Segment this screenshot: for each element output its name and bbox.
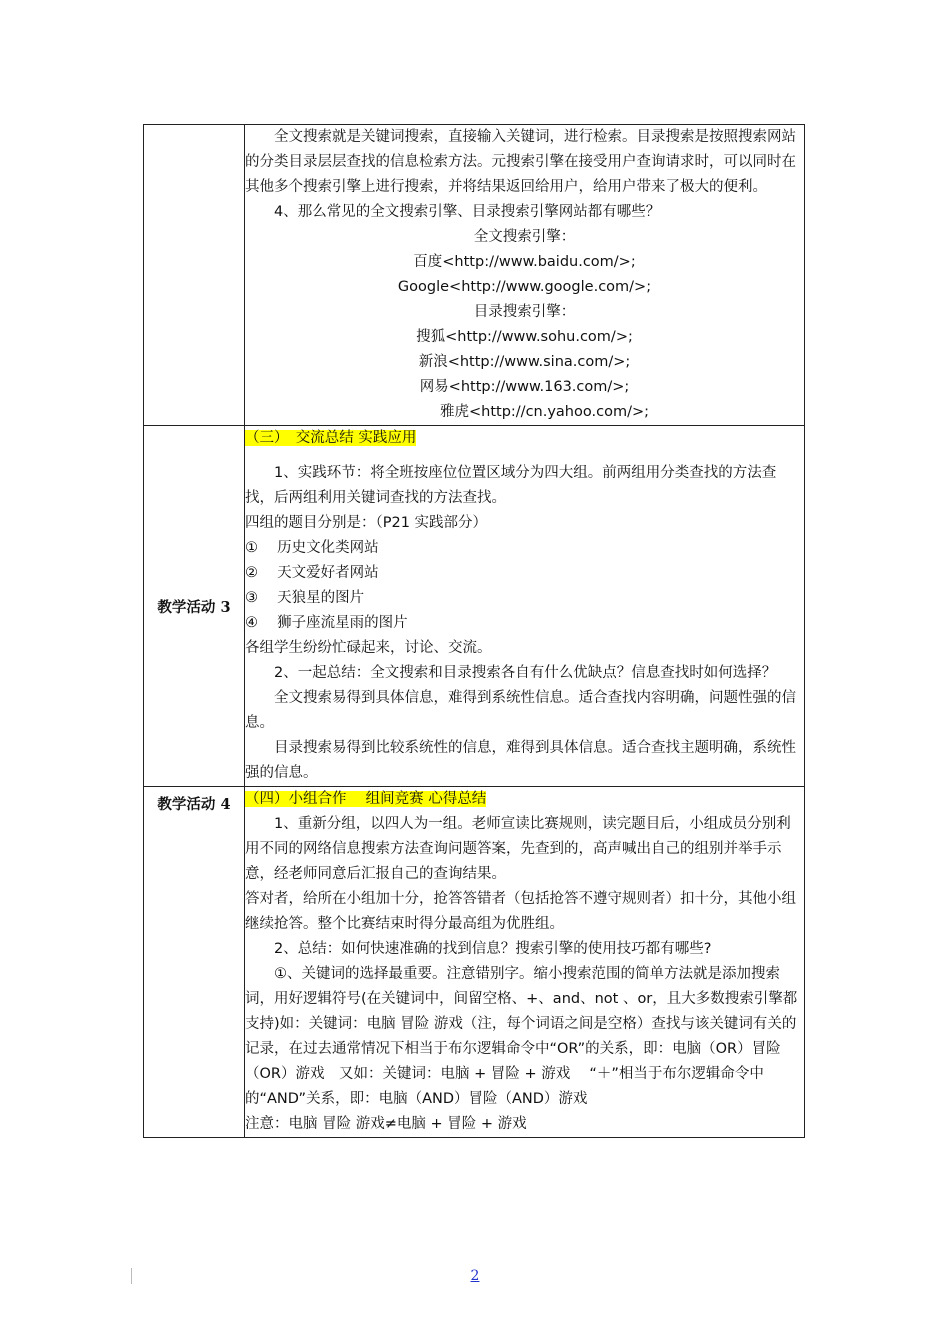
paragraph: 四组的题目分别是：（P21 实践部分） (245, 515, 488, 531)
paragraph: 目录搜索易得到比较系统性的信息，难得到具体信息。适合查找主题明确，系统性强的信息。 (245, 740, 796, 781)
section-heading: （三） 交流总结 实践应用 (245, 430, 417, 446)
paragraph: 全文搜索易得到具体信息，难得到系统性信息。适合查找内容明确，问题性强的信息。 (245, 690, 796, 731)
list-item: ① 历史文化类网站 (245, 540, 379, 556)
page-number: 2 (470, 1268, 480, 1284)
directory-heading: 目录搜索引擎： (473, 304, 576, 320)
list-item: ② 天文爱好者网站 (245, 565, 379, 581)
table-row (144, 125, 805, 426)
paragraph: 1、重新分组，以四人为一组。老师宣读比赛规则，读完题目后，小组成员分别利用不同的网络信息搜索方法查询问题答案，先查到的，高声喊出自己的组别并举手示意，经老师同意后汇报自己的查询结果。 (245, 816, 791, 882)
table-row (144, 787, 805, 1138)
site-link: 网易<http://www.163.com/>; (419, 379, 630, 395)
question-paragraph: 4、那么常见的全文搜索引擎、目录搜索引擎网站都有哪些？ (274, 204, 661, 220)
row-content (245, 426, 805, 787)
table-row (144, 426, 805, 787)
paragraph: 注意：电脑 冒险 游戏≠电脑 + 冒险 + 游戏 (245, 1116, 527, 1132)
site-link: Google<http://www.google.com/>; (397, 279, 652, 295)
paragraph: ①、关键词的选择最重要。注意错别字。缩小搜索范围的简单方法就是添加搜索词，用好逻辑符号(在关键词中，间留空格、+、and、not 、or，且大多数搜索引擎都支持)如：关键词：电脑 冒险 游戏（注，每个词语之间是空格）查找与该关键词有关的记录，在过去通常情况下相当于布尔逻辑命令中“OR”的关系，即：电脑（OR）冒险（OR）游戏 又如：关键词：电脑 + 冒险 + 游戏 “＋”相当于布尔逻辑命令中的“AND”关系，即：电脑（AND）冒险（AND）游戏 (245, 966, 798, 1107)
paragraph: 答对者，给所在小组加十分，抢答答错者（包括抢答不遵守规则者）扣十分，其他小组继续抢答。整个比赛结束时得分最高组为优胜组。 (245, 891, 796, 932)
row-label (144, 125, 245, 426)
row-content (245, 787, 805, 1138)
fulltext-heading: 全文搜索引擎： (473, 229, 576, 245)
site-link: 百度<http://www.baidu.com/>; (413, 254, 636, 270)
list-item: ③ 天狼星的图片 (245, 590, 365, 606)
paragraph: 全文搜索就是关键词搜索，直接输入关键词，进行检索。目录搜索是按照搜索网站的分类目录层层查找的信息检索方法。元搜索引擎在接受用户查询请求时，可以同时在其他多个搜索引擎上进行搜索，并将结果返回给用户，给用户带来了极大的便利。 (245, 129, 796, 195)
list-item: ④ 狮子座流星雨的图片 (245, 615, 408, 631)
section-heading: （四）小组合作 组间竞赛 心得总结 (245, 791, 487, 807)
row-content (245, 125, 805, 426)
site-link: 搜狐<http://www.sohu.com/>; (416, 329, 633, 345)
row-label: 教学活动 3 (144, 426, 245, 787)
paragraph: 1、实践环节：将全班按座位位置区域分为四大组。前两组用分类查找的方法查找，后两组利用关键词查找的方法查找。 (245, 465, 777, 506)
paragraph: 2、总结：如何快速准确的找到信息？搜索引擎的使用技巧都有哪些? (274, 941, 712, 957)
row-label: 教学活动 4 (144, 787, 245, 1138)
lesson-plan-table (143, 124, 805, 1138)
paragraph: 2、一起总结：全文搜索和目录搜索各自有什么优缺点？信息查找时如何选择？ (274, 665, 777, 681)
site-link: 新浪<http://www.sina.com/>; (418, 354, 631, 370)
paragraph: 各组学生纷纷忙碌起来，讨论、交流。 (245, 640, 492, 656)
site-link: 雅虎<http://cn.yahoo.com/>; (440, 404, 649, 420)
